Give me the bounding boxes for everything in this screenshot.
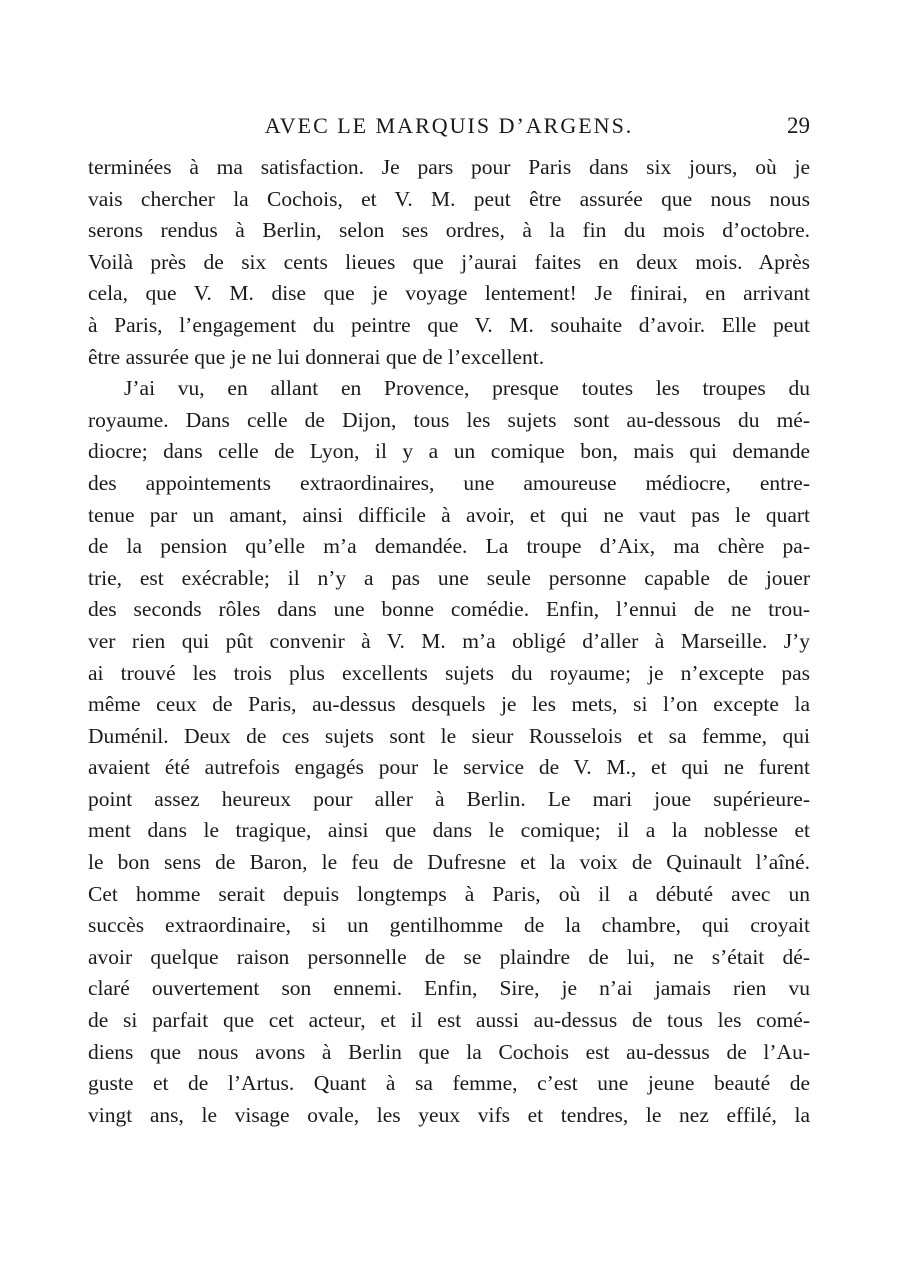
- text-line: être assurée que je ne lui donnerai que de l’excellent.: [88, 344, 545, 369]
- text-line: cela, que V. M. dise que je voyage lentement! Je finirai, en arrivant: [88, 281, 810, 306]
- text-line: avoir quelque raison personnelle de se plaindre de lui, ne s’était dé-: [88, 944, 810, 969]
- paragraph: [88, 152, 810, 373]
- text-line: Duménil. Deux de ces sujets sont le sieur Rousselois et sa femme, qui: [88, 723, 810, 748]
- text-line: vais chercher la Cochois, et V. M. peut être assurée que nous nous: [88, 186, 810, 211]
- text-line: des appointements extraordinaires, une amoureuse médiocre, entre-: [88, 470, 810, 495]
- text-line: guste et de l’Artus. Quant à sa femme, c’est une jeune beauté de: [88, 1071, 810, 1096]
- text-line: terminées à ma satisfaction. Je pars pour Paris dans six jours, où je: [88, 155, 810, 179]
- text-line: ai trouvé les trois plus excellents sujets du royaume; je n’excepte pas: [88, 660, 810, 685]
- text-line: J’ai vu, en allant en Provence, presque toutes les troupes du: [124, 376, 810, 401]
- text-line: de la pension qu’elle m’a demandée. La troupe d’Aix, ma chère pa-: [88, 534, 810, 559]
- text-line: ment dans le tragique, ainsi que dans le comique; il a la noblesse et: [88, 818, 810, 843]
- body-text: [88, 152, 810, 1131]
- text-line: royaume. Dans celle de Dijon, tous les sujets sont au-dessous du mé-: [88, 407, 810, 432]
- text-line: succès extraordinaire, si un gentilhomme de la chambre, qui croyait: [88, 913, 810, 938]
- text-line: Cet homme serait depuis longtemps à Paris, où il a débuté avec un: [88, 881, 810, 906]
- text-line: même ceux de Paris, au-dessus desquels je les mets, si l’on excepte la: [88, 692, 810, 717]
- text-line: tenue par un amant, ainsi difficile à avoir, et qui ne vaut pas le quart: [88, 502, 810, 527]
- text-line: diocre; dans celle de Lyon, il y a un comique bon, mais qui demande: [88, 439, 810, 464]
- text-line: diens que nous avons à Berlin que la Cochois est au-dessus de l’Au-: [88, 1039, 810, 1064]
- text-line: ver rien qui pût convenir à V. M. m’a obligé d’aller à Marseille. J’y: [88, 628, 810, 653]
- running-title: AVEC LE MARQUIS D’ARGENS.: [264, 113, 634, 138]
- text-line: le bon sens de Baron, le feu de Dufresne et la voix de Quinault l’aîné.: [88, 850, 810, 875]
- running-head: [88, 108, 810, 144]
- text-line: vingt ans, le visage ovale, les yeux vifs et tendres, le nez effilé, la: [88, 1102, 810, 1127]
- text-line: à Paris, l’engagement du peintre que V. M. souhaite d’avoir. Elle peut: [88, 312, 810, 337]
- page-number: 29: [787, 113, 810, 138]
- text-line: Voilà près de six cents lieues que j’aurai faites en deux mois. Après: [88, 249, 810, 274]
- paragraph: [88, 373, 810, 1131]
- text-line: trie, est exécrable; il n’y a pas une seule personne capable de jouer: [88, 565, 810, 590]
- text-line: serons rendus à Berlin, selon ses ordres, à la fin du mois d’octobre.: [88, 218, 810, 243]
- text-line: de si parfait que cet acteur, et il est aussi au-dessus de tous les comé-: [88, 1008, 810, 1033]
- text-line: avaient été autrefois engagés pour le service de V. M., et qui ne furent: [88, 755, 810, 780]
- text-line: claré ouvertement son ennemi. Enfin, Sire, je n’ai jamais rien vu: [88, 976, 810, 1001]
- text-line: point assez heureux pour aller à Berlin. Le mari joue supérieure-: [88, 786, 810, 811]
- text-line: des seconds rôles dans une bonne comédie. Enfin, l’ennui de ne trou-: [88, 597, 810, 622]
